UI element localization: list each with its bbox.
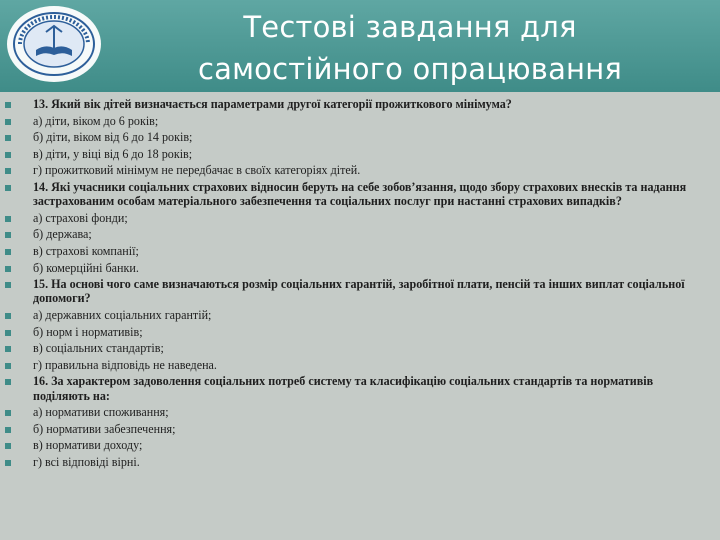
answer-option (0, 114, 720, 128)
answer-option (0, 130, 720, 144)
bullet-icon (5, 152, 11, 158)
bullet-icon (5, 282, 11, 288)
item-text: а) державних соціальних гарантій; (33, 307, 212, 322)
item-text: в) нормативи доходу; (33, 438, 143, 453)
answer-option (0, 438, 720, 452)
bullet-icon (5, 363, 11, 369)
item-text: б) норм і нормативів; (33, 324, 143, 339)
item-text: 13. Який вік дітей визначається параметрами другої категорії прожиткового мінімума? (33, 97, 512, 111)
bullet-icon (5, 410, 11, 416)
bullet-icon (5, 379, 11, 385)
item-text: 14. Які учасники соціальних страхових відносин беруть на себе зобов’язання, щодо збору страхових внесків та надання застрахованим особам матеріального забезпечення та соціальних послуг при настанні страхових випадків? (33, 179, 687, 209)
answer-option (0, 261, 720, 275)
item-text: 15. На основі чого саме визначаються розмір соціальних гарантій, заробітної плати, пенсій та інших виплат соціальної допомоги? (33, 277, 685, 306)
question-item (0, 97, 720, 111)
bullet-icon (5, 460, 11, 466)
bullet-icon (5, 346, 11, 352)
answer-option (0, 422, 720, 436)
item-text: в) соціальних стандартів; (33, 341, 164, 356)
answer-option (0, 341, 720, 355)
item-text: г) прожитковий мінімум не передбачає в своїх категоріях дітей. (33, 163, 361, 178)
item-text: в) діти, у віці від 6 до 18 років; (33, 146, 193, 161)
item-text: б) держава; (33, 227, 92, 242)
item-text: г) правильна відповідь не наведена. (33, 357, 217, 372)
item-text: 16. За характером задоволення соціальних потреб систему та класифікацію соціальних стандартів та нормативів поділяють на: (33, 374, 654, 403)
answer-option (0, 325, 720, 339)
answer-option (0, 455, 720, 469)
answer-option (0, 358, 720, 372)
item-text: б) комерційні банки. (33, 260, 139, 275)
test-items-list (0, 97, 720, 471)
bullet-icon (5, 443, 11, 449)
bullet-icon (5, 427, 11, 433)
answer-option (0, 244, 720, 258)
item-text: а) страхові фонди; (33, 210, 128, 225)
answer-option (0, 211, 720, 225)
bullet-icon (5, 135, 11, 141)
bullet-icon (5, 249, 11, 255)
item-text: б) нормативи забезпечення; (33, 421, 176, 436)
bullet-icon (5, 266, 11, 272)
item-text: г) всі відповіді вірні. (33, 454, 140, 469)
bullet-icon (5, 313, 11, 319)
bullet-icon (5, 119, 11, 125)
answer-option (0, 308, 720, 322)
slide-header (0, 0, 720, 92)
university-emblem-icon (4, 4, 104, 84)
answer-option (0, 227, 720, 241)
title-line-2: самостійного опрацювання (197, 52, 623, 86)
bullet-icon (5, 232, 11, 238)
title-line-1: Тестові завдання для (243, 10, 577, 44)
question-item (0, 277, 720, 305)
slide-title (110, 6, 710, 90)
bullet-icon (5, 185, 11, 191)
bullet-icon (5, 102, 11, 108)
bullet-icon (5, 216, 11, 222)
answer-option (0, 147, 720, 161)
item-text: а) діти, віком до 6 років; (33, 113, 159, 128)
answer-option (0, 163, 720, 177)
item-text: а) нормативи споживання; (33, 405, 169, 420)
bullet-icon (5, 330, 11, 336)
question-item (0, 374, 720, 402)
answer-option (0, 405, 720, 419)
item-text: в) страхові компанії; (33, 243, 139, 258)
bullet-icon (5, 168, 11, 174)
item-text: б) діти, віком від 6 до 14 років; (33, 130, 193, 145)
question-item (0, 180, 720, 208)
